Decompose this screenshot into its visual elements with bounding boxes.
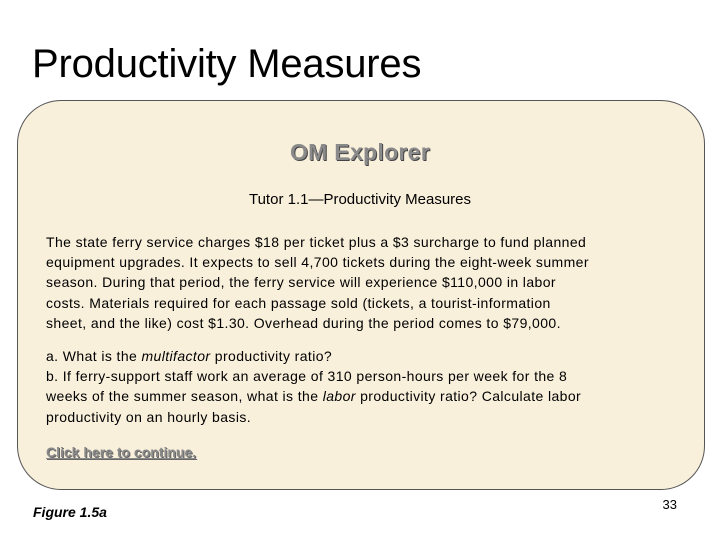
- question-b-line: productivity on an hourly basis.: [46, 408, 252, 425]
- problem-line: costs. Materials required for each passage sold (tickets, a tourist-information: [46, 294, 551, 311]
- question-b-line: [46, 386, 686, 406]
- figure-label: Figure 1.5a: [33, 504, 107, 520]
- question-b-emphasis: labor: [322, 388, 356, 405]
- question-b-suffix: productivity ratio? Calculate labor: [355, 388, 582, 405]
- question-a: [46, 346, 686, 366]
- continue-link[interactable]: Click here to continue.: [46, 444, 197, 460]
- page-number: 33: [662, 497, 677, 512]
- question-a-prefix: a. What is the: [46, 348, 142, 364]
- tutor-title: Tutor 1.1—Productivity Measures: [248, 191, 472, 208]
- question-b-line: b. If ferry-support staff work an average of 310 person-hours per week for the 8: [46, 368, 568, 385]
- question-b-prefix: weeks of the summer season, what is the: [46, 388, 323, 405]
- problem-line: equipment upgrades. It expects to sell 4,700 tickets during the eight-week summer: [46, 254, 589, 271]
- problem-line: sheet, and the like) cost $1.30. Overhead during the period comes to $79,000.: [46, 314, 561, 331]
- slide-title: Productivity Measures: [32, 42, 422, 86]
- question-a-suffix: productivity ratio?: [210, 348, 333, 364]
- problem-statement: [46, 232, 686, 333]
- problem-line: season. During that period, the ferry service will experience $110,000 in labor: [46, 274, 556, 291]
- problem-line: The state ferry service charges $18 per ticket plus a $3 surcharge to fund planned: [46, 234, 587, 250]
- om-explorer-heading: OM Explorer: [289, 139, 431, 165]
- questions: [46, 346, 686, 427]
- question-a-emphasis: multifactor: [141, 348, 211, 364]
